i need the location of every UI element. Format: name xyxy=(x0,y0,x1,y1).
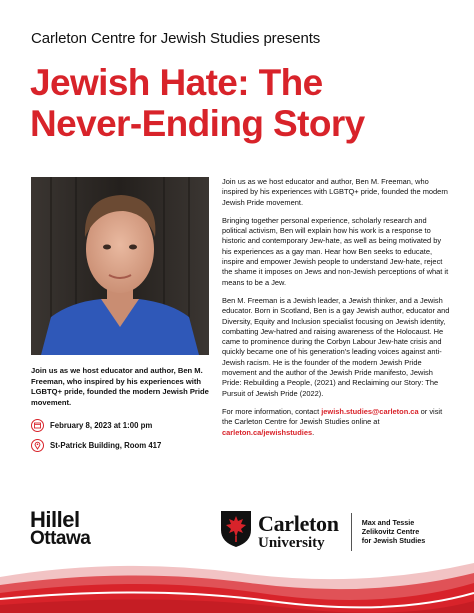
website-link[interactable]: carleton.ca/jewishstudies xyxy=(222,427,313,437)
description-paragraph-2: Bringing together personal experience, scholarly research and political activism, Ben will explain how his work is a response to historic and contemporary Jew-hate, as well as being motivated by his experiences as a gay man. Hear how Ben seeks to educate, inspire and empower Jewish people to understand Jew-hate, reject the shame it imposes on Jews and non-Jewish perceptions of what it means to be a Jew. xyxy=(222,215,449,287)
intro-summary: Join us as we host educator and author, Ben M. Freeman, who inspired by his experiences with LGBTQ+ pride, founded the modern Jewish Pride movement. xyxy=(31,366,209,407)
event-location-row xyxy=(31,439,161,452)
zelikovitz-centre-name xyxy=(362,518,426,545)
location-pin-icon xyxy=(31,439,44,452)
event-location: St-Patrick Building, Room 417 xyxy=(50,441,162,450)
contact-prefix: For more information, contact xyxy=(222,406,322,416)
calendar-icon xyxy=(31,419,44,432)
description-paragraph-1: Join us as we host educator and author, Ben M. Freeman, who inspired by his experiences with LGBTQ+ pride, founded the modern Jewish Pride movement. xyxy=(222,177,448,207)
centre-line-1: Max and Tessie xyxy=(361,518,415,527)
carleton-logo xyxy=(220,510,425,553)
event-date-row xyxy=(31,419,152,432)
carleton-shield-icon xyxy=(220,510,252,553)
contact-email-link[interactable]: jewish.studies@carleton.ca xyxy=(321,406,419,416)
hillel-ottawa-logo xyxy=(30,507,100,549)
portrait-photo xyxy=(31,177,209,355)
contact-paragraph xyxy=(222,407,450,438)
event-description xyxy=(222,177,450,446)
presenter-line: Carleton Centre for Jewish Studies presents xyxy=(31,30,321,47)
carleton-wordmark-line-2: University xyxy=(258,534,325,551)
hillel-logo-line-1: Hillel xyxy=(30,507,80,532)
event-title xyxy=(30,62,460,144)
centre-line-3: for Jewish Studies xyxy=(361,536,426,545)
title-line-2: Never-Ending Story xyxy=(30,103,365,144)
event-date: February 8, 2023 at 1:00 pm xyxy=(50,421,153,430)
contact-middle: or visit the Carleton Centre for Jewish Studies online at xyxy=(222,406,443,427)
decorative-waves xyxy=(0,555,474,613)
logo-divider xyxy=(351,513,352,551)
carleton-wordmark-line-1: Carleton xyxy=(258,510,339,536)
centre-line-2: Zelikovitz Centre xyxy=(361,527,420,536)
title-line-1: Jewish Hate: The xyxy=(30,62,323,103)
description-paragraph-3: Ben M. Freeman is a Jewish leader, a Jewish thinker, and a Jewish educator. Born in Scotland, Ben is a gay Jewish author, educator and Diversity, Equity and Inclusion specialist focusing on Jewish identity, combatting Jew-hatred and raising awareness of the Holocaust. He came to prominence during the Corbyn Labour Jew-hate crisis and quickly became one of his generation's leading voices against anti-Jewish racism. He is the founder of the modern Jewish Pride movement and the author of the Jewish Pride manifesto, Jewish Pride: Rebuilding a People, (2021) and Reclaiming our Story: The Pursuit of Jewish Pride (2022). xyxy=(222,295,450,398)
hillel-logo-line-2: Ottawa xyxy=(30,528,91,549)
contact-suffix: . xyxy=(312,427,315,437)
speaker-photo xyxy=(31,177,209,355)
